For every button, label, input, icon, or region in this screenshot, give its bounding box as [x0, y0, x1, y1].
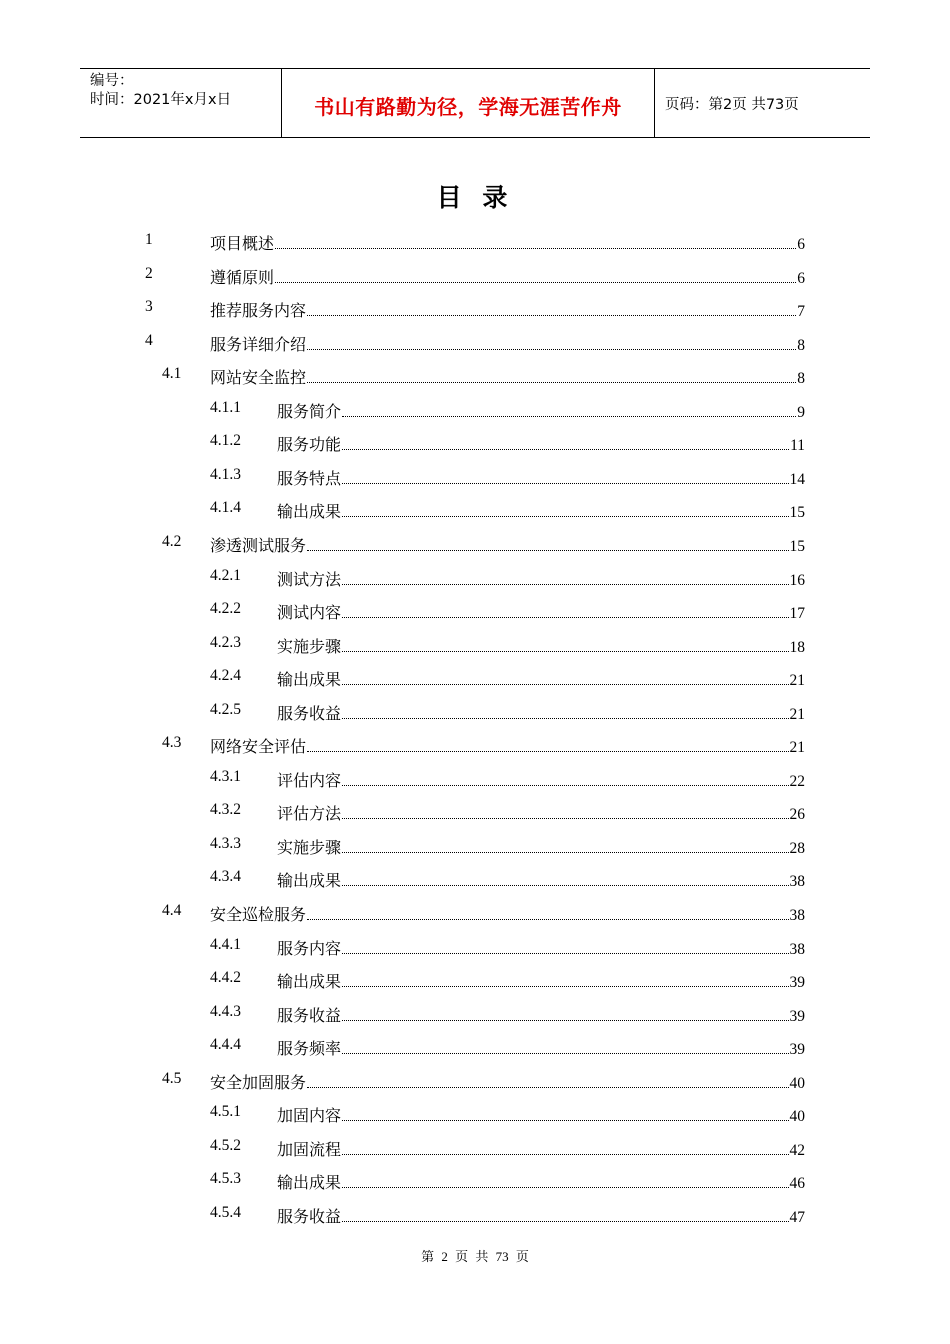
toc-entry[interactable]: [277, 936, 805, 959]
toc-entry-page: 39: [789, 1041, 805, 1058]
toc-entry-label: 输出成果: [277, 972, 342, 991]
toc-entry-label: 渗透测试服务: [210, 536, 307, 555]
toc-leader-dots: [342, 683, 788, 685]
toc-entry-label: 测试内容: [277, 603, 342, 622]
toc-entry[interactable]: [210, 1070, 805, 1093]
toc-entry-page: 11: [790, 437, 805, 454]
toc-entry[interactable]: [210, 533, 805, 556]
toc-entry-number: 4.3.3: [210, 835, 241, 852]
toc-entry-label: 服务功能: [277, 435, 342, 454]
toc-entry-number: 4.1: [162, 365, 182, 382]
toc-entry-number: 4.5.4: [210, 1204, 241, 1221]
toc-entry-label: 服务简介: [277, 402, 342, 421]
toc-entry[interactable]: [277, 466, 805, 489]
toc-entry-label: 服务详细介绍: [210, 335, 307, 354]
toc-entry-label: 网络安全评估: [210, 737, 307, 756]
toc-entry-label: 评估方法: [277, 804, 342, 823]
toc-entry[interactable]: [277, 399, 805, 422]
toc-entry-label: 服务特点: [277, 469, 342, 488]
toc-entry-number: 4.3.1: [210, 768, 241, 785]
toc-entry[interactable]: [210, 365, 805, 388]
toc-leader-dots: [307, 918, 788, 920]
toc-leader-dots: [342, 616, 788, 618]
toc-leader-dots: [342, 985, 788, 987]
toc-leader-dots: [342, 884, 788, 886]
toc-entry-page: 8: [797, 337, 805, 354]
page-footer: 第 2 页 共 73 页: [421, 1249, 529, 1264]
toc-entry-number: 4.3: [162, 734, 182, 751]
toc-entry[interactable]: [277, 1204, 805, 1227]
toc-leader-dots: [307, 1086, 788, 1088]
toc-leader-dots: [342, 448, 789, 450]
toc-entry-page: 47: [789, 1209, 805, 1226]
toc-leader-dots: [342, 1052, 788, 1054]
toc-entry[interactable]: [277, 600, 805, 623]
toc-entry[interactable]: [210, 902, 805, 925]
toc-entry-page: 7: [797, 303, 805, 320]
toc-entry[interactable]: [277, 667, 805, 690]
toc-entry-label: 项目概述: [210, 234, 275, 253]
toc-entry-number: 4.4: [162, 902, 182, 919]
toc-entry-label: 服务收益: [277, 1207, 342, 1226]
toc-entry-number: 4.4.3: [210, 1003, 241, 1020]
toc-entry-number: 4.2.1: [210, 567, 241, 584]
toc-entry-number: 4.4.2: [210, 969, 241, 986]
toc-entry-label: 安全巡检服务: [210, 905, 307, 924]
toc-leader-dots: [342, 1153, 788, 1155]
toc-entry-page: 38: [789, 907, 805, 924]
toc-entry-label: 加固内容: [277, 1106, 342, 1125]
toc-entry-number: 4.4.4: [210, 1036, 241, 1053]
toc-entry-number: 4.5.2: [210, 1137, 241, 1154]
toc-leader-dots: [342, 1119, 788, 1121]
toc-entry-number: 4.4.1: [210, 936, 241, 953]
toc-entry-label: 安全加固服务: [210, 1073, 307, 1092]
toc-entry-page: 39: [789, 1008, 805, 1025]
toc-entry-page: 15: [789, 504, 805, 521]
toc-entry-page: 22: [789, 773, 805, 790]
toc-entry-page: 40: [789, 1075, 805, 1092]
toc-entry-page: 26: [789, 806, 805, 823]
toc-entry-number: 4.1.3: [210, 466, 241, 483]
toc-entry-number: 4.2.2: [210, 600, 241, 617]
toc-entry[interactable]: [277, 1137, 805, 1160]
toc-entry-page: 14: [789, 471, 805, 488]
toc-leader-dots: [342, 952, 788, 954]
toc-entry-page: 9: [797, 404, 805, 421]
toc-leader-dots: [342, 1186, 788, 1188]
toc-leader-dots: [342, 650, 788, 652]
toc-entry-page: 21: [789, 706, 805, 723]
toc-entry-label: 评估内容: [277, 771, 342, 790]
toc-entry[interactable]: [210, 734, 805, 757]
toc-entry[interactable]: [277, 1036, 805, 1059]
toc-entry-label: 遵循原则: [210, 268, 275, 287]
header-motto-cell: [282, 69, 655, 137]
toc-entry[interactable]: [277, 868, 805, 891]
toc-entry-page: 18: [789, 639, 805, 656]
toc-entry-page: 42: [789, 1142, 805, 1159]
toc-entry-label: 实施步骤: [277, 838, 342, 857]
toc-entry[interactable]: [210, 265, 805, 288]
toc-entry-page: 46: [789, 1175, 805, 1192]
toc-entry-number: 4.5: [162, 1070, 182, 1087]
header-motto: 书山有路勤为径，学海无涯苦作舟: [314, 94, 622, 119]
toc-entry-label: 网站安全监控: [210, 368, 307, 387]
toc-leader-dots: [307, 381, 796, 383]
toc-entry-page: 8: [797, 370, 805, 387]
toc-entry-number: 4.1.2: [210, 432, 241, 449]
toc-entry[interactable]: [210, 332, 805, 355]
toc-entry-label: 输出成果: [277, 502, 342, 521]
toc-entry-page: 21: [789, 672, 805, 689]
toc-entry-label: 输出成果: [277, 1173, 342, 1192]
toc-entry-label: 输出成果: [277, 871, 342, 890]
toc-leader-dots: [342, 415, 796, 417]
toc-leader-dots: [342, 1220, 788, 1222]
toc-entry-page: 6: [797, 236, 805, 253]
toc-entry[interactable]: [277, 835, 805, 858]
toc-entry[interactable]: [277, 634, 805, 657]
toc-leader-dots: [275, 281, 796, 283]
toc-entry-number: 4.3.2: [210, 801, 241, 818]
toc-entry[interactable]: [277, 499, 805, 522]
toc-leader-dots: [307, 750, 788, 752]
toc-entry-label: 服务内容: [277, 939, 342, 958]
toc-entry-number: 4.2: [162, 533, 182, 550]
toc-entry-page: 28: [789, 840, 805, 857]
toc-leader-dots: [307, 549, 788, 551]
toc-entry[interactable]: [210, 231, 805, 254]
toc-entry-page: 17: [789, 605, 805, 622]
toc-entry-number: 4.1.1: [210, 399, 241, 416]
toc-entry-number: 4.5.1: [210, 1103, 241, 1120]
toc-entry-number: 4.2.5: [210, 701, 241, 718]
toc-leader-dots: [342, 482, 788, 484]
toc-leader-dots: [342, 784, 788, 786]
toc-title: 目 录: [436, 183, 514, 212]
toc-leader-dots: [342, 851, 788, 853]
header-page-info: 页码：第2页 共73页: [665, 96, 799, 113]
toc-entry-number: 4.3.4: [210, 868, 241, 885]
toc-entry[interactable]: [277, 1103, 805, 1126]
header-page-info-cell: [655, 69, 870, 137]
toc-entry-label: 实施步骤: [277, 637, 342, 656]
toc-leader-dots: [342, 817, 788, 819]
toc-entry[interactable]: [277, 1170, 805, 1193]
toc-entry-label: 服务频率: [277, 1039, 342, 1058]
toc-entry-number: 3: [145, 298, 153, 315]
toc-entry[interactable]: [277, 768, 805, 791]
toc-entry-page: 39: [789, 974, 805, 991]
toc-entry-page: 16: [789, 572, 805, 589]
toc-entry-number: 4.1.4: [210, 499, 241, 516]
toc-entry[interactable]: [277, 801, 805, 824]
toc-entry[interactable]: [210, 298, 805, 321]
toc-entry-number: 4.2.3: [210, 634, 241, 651]
toc-entry[interactable]: [277, 701, 805, 724]
header-meta: [80, 69, 282, 137]
toc-leader-dots: [275, 247, 796, 249]
toc-entry-label: 加固流程: [277, 1140, 342, 1159]
page-header: [80, 68, 870, 138]
toc-entry-label: 服务收益: [277, 704, 342, 723]
toc-entry[interactable]: [277, 1003, 805, 1026]
toc-entry-page: 40: [789, 1108, 805, 1125]
toc-entry-page: 21: [789, 739, 805, 756]
toc-entry-label: 输出成果: [277, 670, 342, 689]
toc-entry-page: 6: [797, 270, 805, 287]
document-time-label: 时间：2021年x月x日: [90, 92, 232, 108]
toc-entry-number: 4: [145, 332, 153, 349]
toc-leader-dots: [307, 314, 796, 316]
toc-entry-label: 测试方法: [277, 570, 342, 589]
toc-entry-label: 推荐服务内容: [210, 301, 307, 320]
toc-entry-page: 15: [789, 538, 805, 555]
toc-entry[interactable]: [277, 969, 805, 992]
toc-entry[interactable]: [277, 567, 805, 590]
toc-leader-dots: [307, 348, 796, 350]
toc-entry-number: 4.2.4: [210, 667, 241, 684]
toc-entry-label: 服务收益: [277, 1006, 342, 1025]
toc-leader-dots: [342, 717, 788, 719]
toc-entry-page: 38: [789, 873, 805, 890]
document-number-label: 编号：: [90, 73, 134, 89]
toc-entry-number: 2: [145, 265, 153, 282]
toc-leader-dots: [342, 1019, 788, 1021]
toc-leader-dots: [342, 515, 788, 517]
toc-entry[interactable]: [277, 432, 805, 455]
toc-leader-dots: [342, 583, 788, 585]
toc-entry-page: 38: [789, 941, 805, 958]
toc-entry-number: 4.5.3: [210, 1170, 241, 1187]
toc-entry-number: 1: [145, 231, 153, 248]
